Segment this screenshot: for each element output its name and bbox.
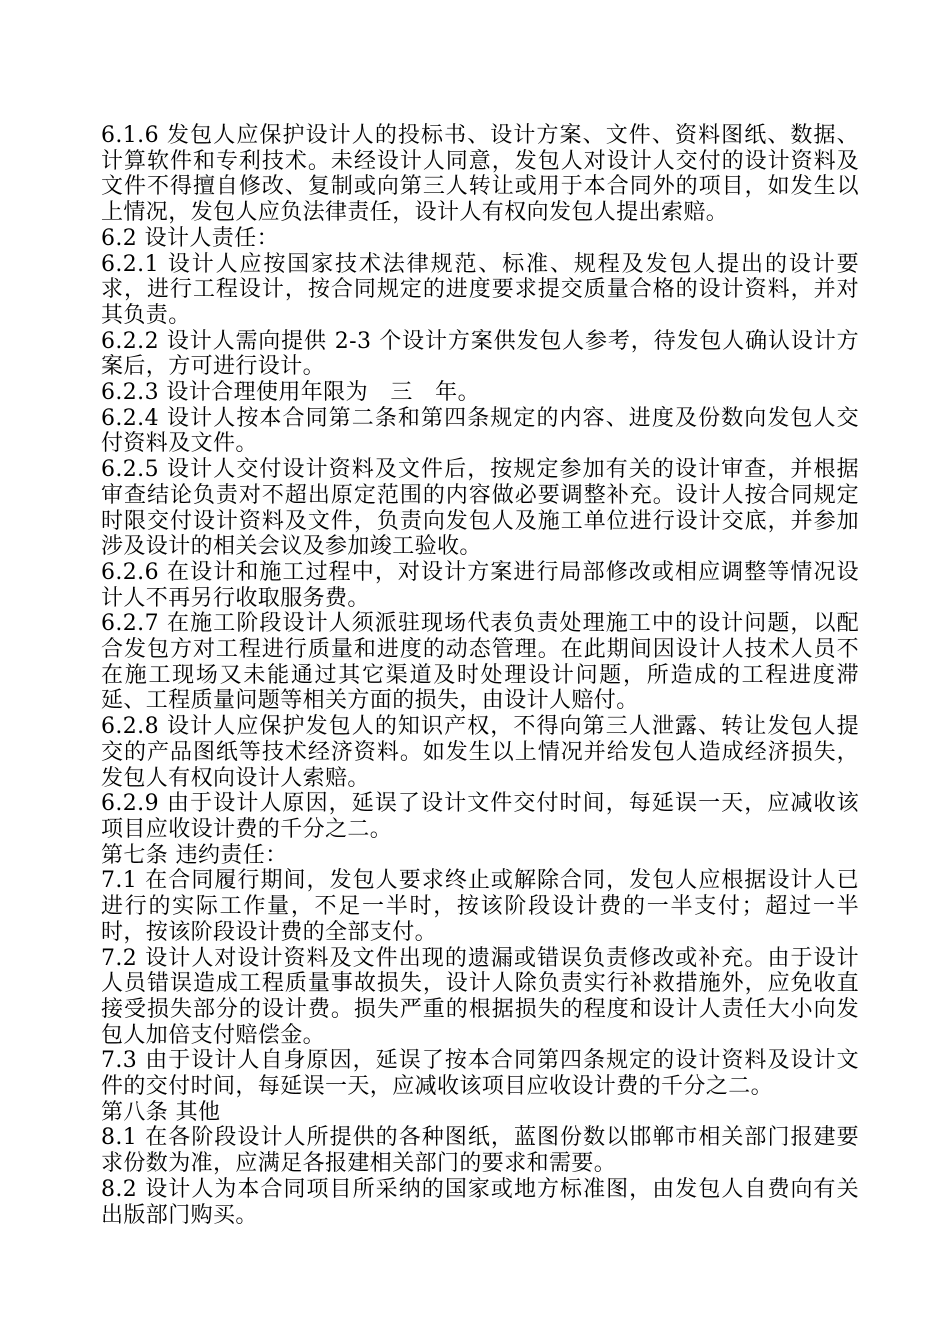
clause-6-2-7: 6.2.7 在施工阶段设计人须派驻现场代表负责处理施工中的设计问题，以配合发包方对工程进行质量和进度的动态管理。在此期间因设计人技术人员不在施工现场又未能通过其它渠道及时处理设计问题，所造成的工程进度滞延、工程质量问题等相关方面的损失，由设计人赔付。: [101, 611, 859, 714]
section-heading-6-2: 6.2 设计人责任：: [101, 225, 279, 251]
clause-6-2-1: 6.2.1 设计人应按国家技术法律规范、标准、规程及发包人提出的设计要求，进行工程设计，按合同规定的进度要求提交质量合格的设计资料，并对其负责。: [101, 251, 859, 328]
document-body: [101, 123, 859, 1228]
clause-6-2-8: 6.2.8 设计人应保护发包人的知识产权，不得向第三人泄露、转让发包人提交的产品图纸等技术经济资料。如发生以上情况并给发包人造成经济损失，发包人有权向设计人索赔。: [101, 714, 859, 791]
clause-7-2: 7.2 设计人对设计资料及文件出现的遗漏或错误负责修改或补充。由于设计人员错误造成工程质量事故损失，设计人除负责实行补救措施外，应免收直接受损失部分的设计费。损失严重的根据损失的程度和设计人责任大小向发包人加倍支付赔偿金。: [101, 945, 859, 1048]
clause-6-2-5: 6.2.5 设计人交付设计资料及文件后，按规定参加有关的设计审查，并根据审查结论负责对不超出原定范围的内容做必要调整补充。设计人按合同规定时限交付设计资料及文件，负责向发包人及施工单位进行设计交底，并参加涉及设计的相关会议及参加竣工验收。: [101, 457, 859, 560]
clause-6-1-6: 6.1.6 发包人应保护设计人的投标书、设计方案、文件、资料图纸、数据、计算软件和专利技术。未经设计人同意，发包人对设计人交付的设计资料及文件不得擅自修改、复制或向第三人转让或用于本合同外的项目，如发生以上情况，发包人应负法律责任，设计人有权向发包人提出索赔。: [101, 123, 859, 226]
article-heading-8: 第八条 其他: [101, 1099, 221, 1125]
clause-7-3: 7.3 由于设计人自身原因，延误了按本合同第四条规定的设计资料及设计文件的交付时间，每延误一天，应减收该项目应收设计费的千分之二。: [101, 1048, 859, 1100]
clause-6-2-2: 6.2.2 设计人需向提供 2-3 个设计方案供发包人参考，待发包人确认设计方案后，方可进行设计。: [101, 328, 859, 380]
clause-6-2-9: 6.2.9 由于设计人原因，延误了设计文件交付时间，每延误一天，应减收该项目应收设计费的千分之二。: [101, 791, 859, 842]
clause-7-1: 7.1 在合同履行期间，发包人要求终止或解除合同，发包人应根据设计人已进行的实际工作量，不足一半时，按该阶段设计费的一半支付；超过一半时，按该阶段设计费的全部支付。: [101, 868, 859, 945]
clause-8-2: 8.2 设计人为本合同项目所采纳的国家或地方标准图，由发包人自费向有关出版部门购买。: [101, 1176, 859, 1228]
clause-8-1: 8.1 在各阶段设计人所提供的各种图纸，蓝图份数以邯郸市相关部门报建要求份数为准，应满足各报建相关部门的要求和需要。: [101, 1125, 859, 1177]
article-heading-7: 第七条 违约责任：: [101, 842, 288, 868]
clause-6-2-6: 6.2.6 在设计和施工过程中，对设计方案进行局部修改或相应调整等情况设计人不再另行收取服务费。: [101, 559, 859, 611]
clause-6-2-4: 6.2.4 设计人按本合同第二条和第四条规定的内容、进度及份数向发包人交付资料及文件。: [101, 405, 859, 457]
clause-6-2-3: 6.2.3 设计合理使用年限为 三 年。: [101, 380, 480, 406]
